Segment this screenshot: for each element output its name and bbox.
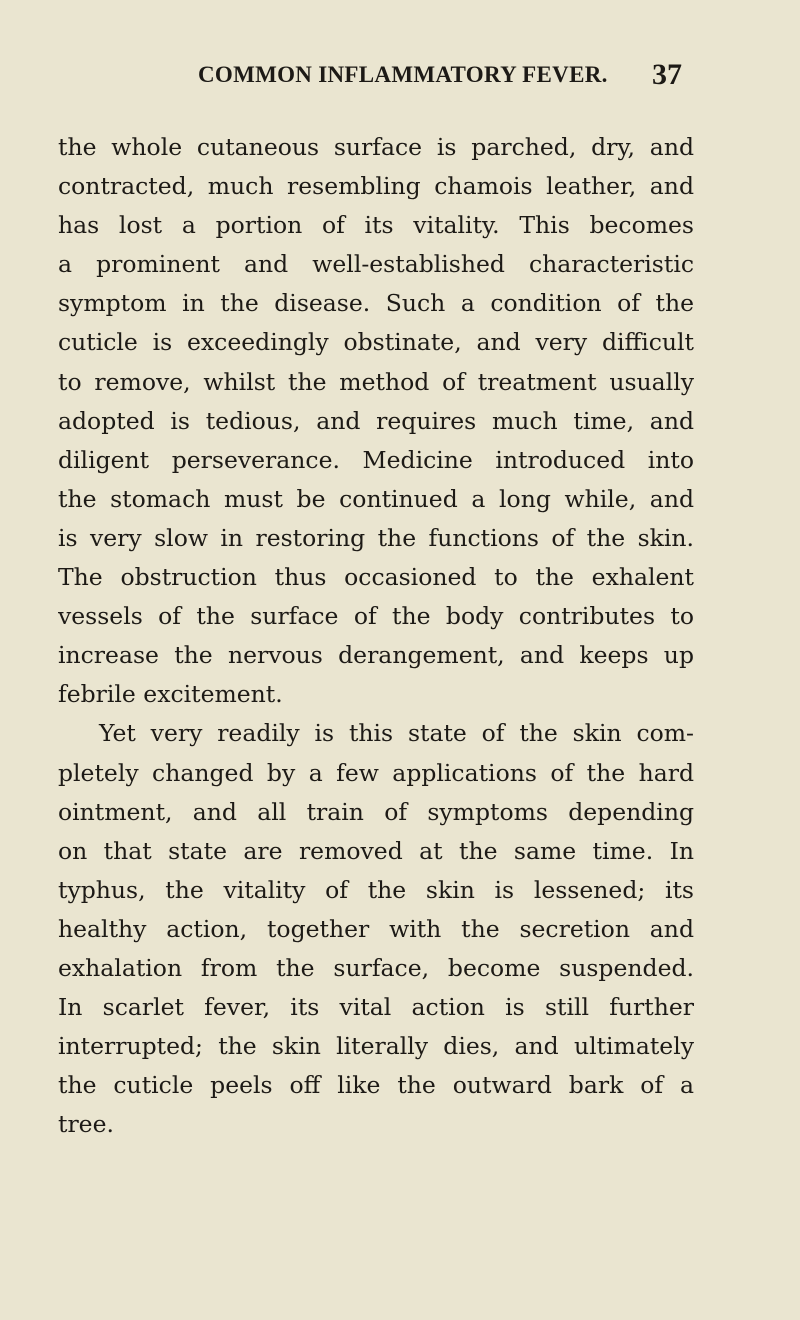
text-line: exhalation from the surface, become suspended. xyxy=(58,953,694,982)
text-line: the whole cutaneous surface is parched, dry, and xyxy=(58,133,694,161)
text-line: healthy action, together with the secretion and xyxy=(58,914,694,943)
paragraph-start-line: Yet very readily is this state of the skin com- xyxy=(99,719,694,748)
paragraph-end-line: febrile excitement. xyxy=(58,680,283,709)
text-line: contracted, much resembling chamois leather, and xyxy=(58,172,694,201)
text-line: interrupted; the skin literally dies, and ultimately xyxy=(58,1032,694,1061)
running-title: COMMON INFLAMMATORY FEVER. xyxy=(198,62,608,87)
text-line: The obstruction thus occasioned to the exhalent xyxy=(58,563,694,592)
text-line: to remove, whilst the method of treatment usually xyxy=(58,367,694,396)
text-line: is very slow in restoring the functions of the skin. xyxy=(58,523,694,552)
text-line: the stomach must be continued a long while, and xyxy=(58,484,694,513)
text-line: on that state are removed at the same time. In xyxy=(58,836,694,865)
page-number: 37 xyxy=(652,58,682,91)
text-line: vessels of the surface of the body contributes to xyxy=(58,602,694,631)
text-line: the cuticle peels off like the outward bark of a xyxy=(58,1071,694,1100)
body-text xyxy=(58,128,694,1144)
page-header xyxy=(58,58,682,102)
text-line: diligent perseverance. Medicine introduced into xyxy=(58,445,694,474)
text-line: typhus, the vitality of the skin is lessened; its xyxy=(58,875,694,904)
text-line: cuticle is exceedingly obstinate, and very difficult xyxy=(58,328,694,357)
text-line: adopted is tedious, and requires much time, and xyxy=(58,406,694,435)
text-line: symptom in the disease. Such a condition of the xyxy=(58,289,694,318)
text-line: In scarlet fever, its vital action is still further xyxy=(58,993,694,1022)
paragraph-end-line: tree. xyxy=(58,1110,114,1139)
text-line: ointment, and all train of symptoms depending xyxy=(58,797,694,826)
text-line: increase the nervous derangement, and keeps up xyxy=(58,641,694,670)
text-line: a prominent and well-established characteristic xyxy=(58,250,694,279)
text-line: has lost a portion of its vitality. This becomes xyxy=(58,211,694,240)
text-line: pletely changed by a few applications of the hard xyxy=(58,758,694,787)
